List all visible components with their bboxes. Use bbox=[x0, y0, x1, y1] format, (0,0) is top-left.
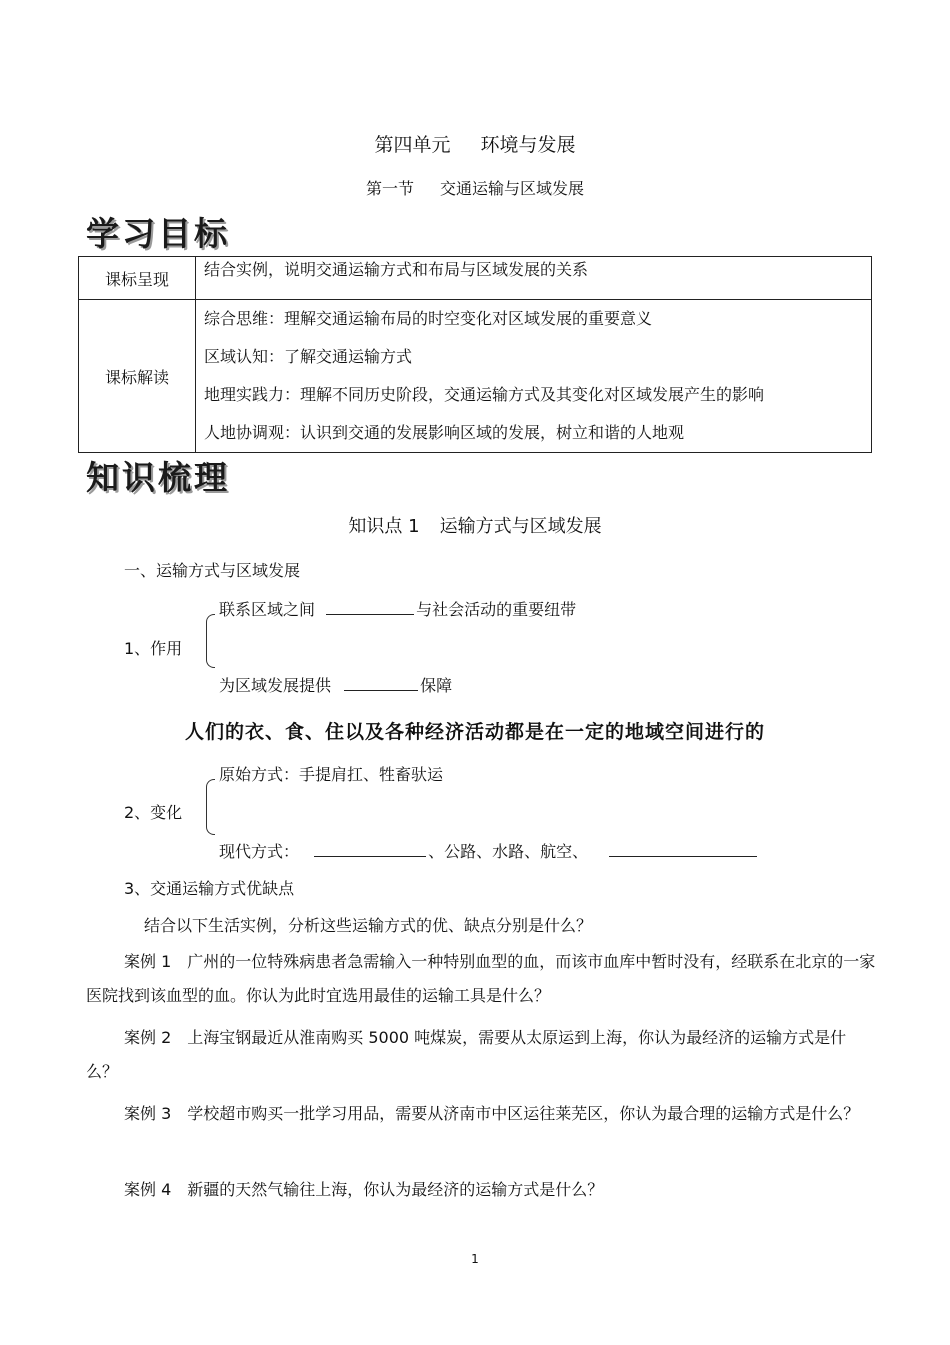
answer-blank[interactable] bbox=[344, 675, 418, 691]
role-line-2-suffix: 保障 bbox=[420, 676, 453, 695]
row2-content bbox=[196, 300, 872, 453]
brace-bracket bbox=[206, 779, 215, 835]
interpretation-line: 地理实践力：理解不同历史阶段，交通运输方式及其变化对区域发展产生的影响 bbox=[204, 385, 765, 404]
unit-title bbox=[0, 130, 950, 157]
change-line-2-prefix: 现代方式： bbox=[219, 842, 300, 861]
change-line-2 bbox=[219, 839, 757, 862]
answer-blank[interactable] bbox=[326, 599, 414, 615]
role-line-2-prefix: 为区域发展提供 bbox=[219, 676, 332, 695]
interpretation-line: 人地协调观：认识到交通的发展影响区域的发展，树立和谐的人地观 bbox=[204, 423, 685, 442]
answer-blank[interactable] bbox=[609, 841, 757, 857]
answer-blank[interactable] bbox=[314, 841, 426, 857]
page-number: 1 bbox=[471, 1252, 479, 1266]
case-paragraph: 案例 3 学校超市购买一批学习用品，需要从济南市中区运往莱芜区，你认为最合理的运输方式是什么？ bbox=[124, 1104, 860, 1123]
change-line-1: 原始方式：手提肩扛、牲畜驮运 bbox=[219, 765, 444, 784]
case-paragraph: 案例 1 广州的一位特殊病患者急需输入一种特别血型的血，而该市血库中暂时没有，经联系在北京的一家医院找到该血型的血。你认为此时宜选用最佳的运输工具是什么？ bbox=[86, 952, 876, 1005]
learning-goals-banner: 学习目标 bbox=[86, 214, 230, 253]
table-row bbox=[79, 257, 872, 300]
section-name: 交通运输与区域发展 bbox=[440, 179, 585, 198]
knowledge-point-label: 知识点 1 bbox=[348, 516, 420, 537]
knowledge-banner: 知识梳理 bbox=[86, 458, 230, 497]
callout-text: 人们的衣、食、住以及各种经济活动都是在一定的地域空间进行的 bbox=[184, 721, 765, 743]
section-one-heading: 一、运输方式与区域发展 bbox=[124, 561, 301, 580]
role-line-2 bbox=[219, 673, 452, 696]
goals-table bbox=[78, 256, 872, 453]
unit-name: 环境与发展 bbox=[480, 134, 576, 156]
section-label: 第一节 bbox=[365, 179, 414, 198]
table-row bbox=[79, 300, 872, 453]
case-paragraph: 案例 2 上海宝钢最近从淮南购买 5000 吨煤炭，需要从太原运到上海，你认为最经济的运输方式是什么？ bbox=[86, 1028, 847, 1081]
role-line-1-suffix: 与社会活动的重要纽带 bbox=[416, 600, 577, 619]
knowledge-point-title bbox=[0, 512, 950, 538]
brace-bracket bbox=[206, 614, 215, 668]
pros-cons-heading: 3、交通运输方式优缺点 bbox=[124, 879, 295, 898]
pros-cons-intro: 结合以下生活实例，分析这些运输方式的优、缺点分别是什么？ bbox=[144, 916, 593, 935]
interpretation-line: 区域认知：了解交通运输方式 bbox=[204, 347, 413, 366]
role-label: 1、作用 bbox=[124, 639, 183, 658]
role-line-1 bbox=[219, 597, 576, 620]
row2-label: 课标解读 bbox=[79, 300, 196, 453]
knowledge-point-name: 运输方式与区域发展 bbox=[439, 516, 602, 537]
section-title bbox=[0, 176, 950, 199]
row1-label: 课标呈现 bbox=[79, 257, 196, 300]
interpretation-line: 综合思维：理解交通运输布局的时空变化对区域发展的重要意义 bbox=[204, 309, 653, 328]
case-paragraph: 案例 4 新疆的天然气输往上海，你认为最经济的运输方式是什么？ bbox=[124, 1180, 604, 1199]
row1-content: 结合实例，说明交通运输方式和布局与区域发展的关系 bbox=[196, 257, 872, 300]
change-line-2-middle: 、公路、水路、航空、 bbox=[428, 842, 589, 861]
role-line-1-prefix: 联系区域之间 bbox=[219, 600, 316, 619]
change-label: 2、变化 bbox=[124, 803, 183, 822]
unit-label: 第四单元 bbox=[374, 134, 451, 156]
